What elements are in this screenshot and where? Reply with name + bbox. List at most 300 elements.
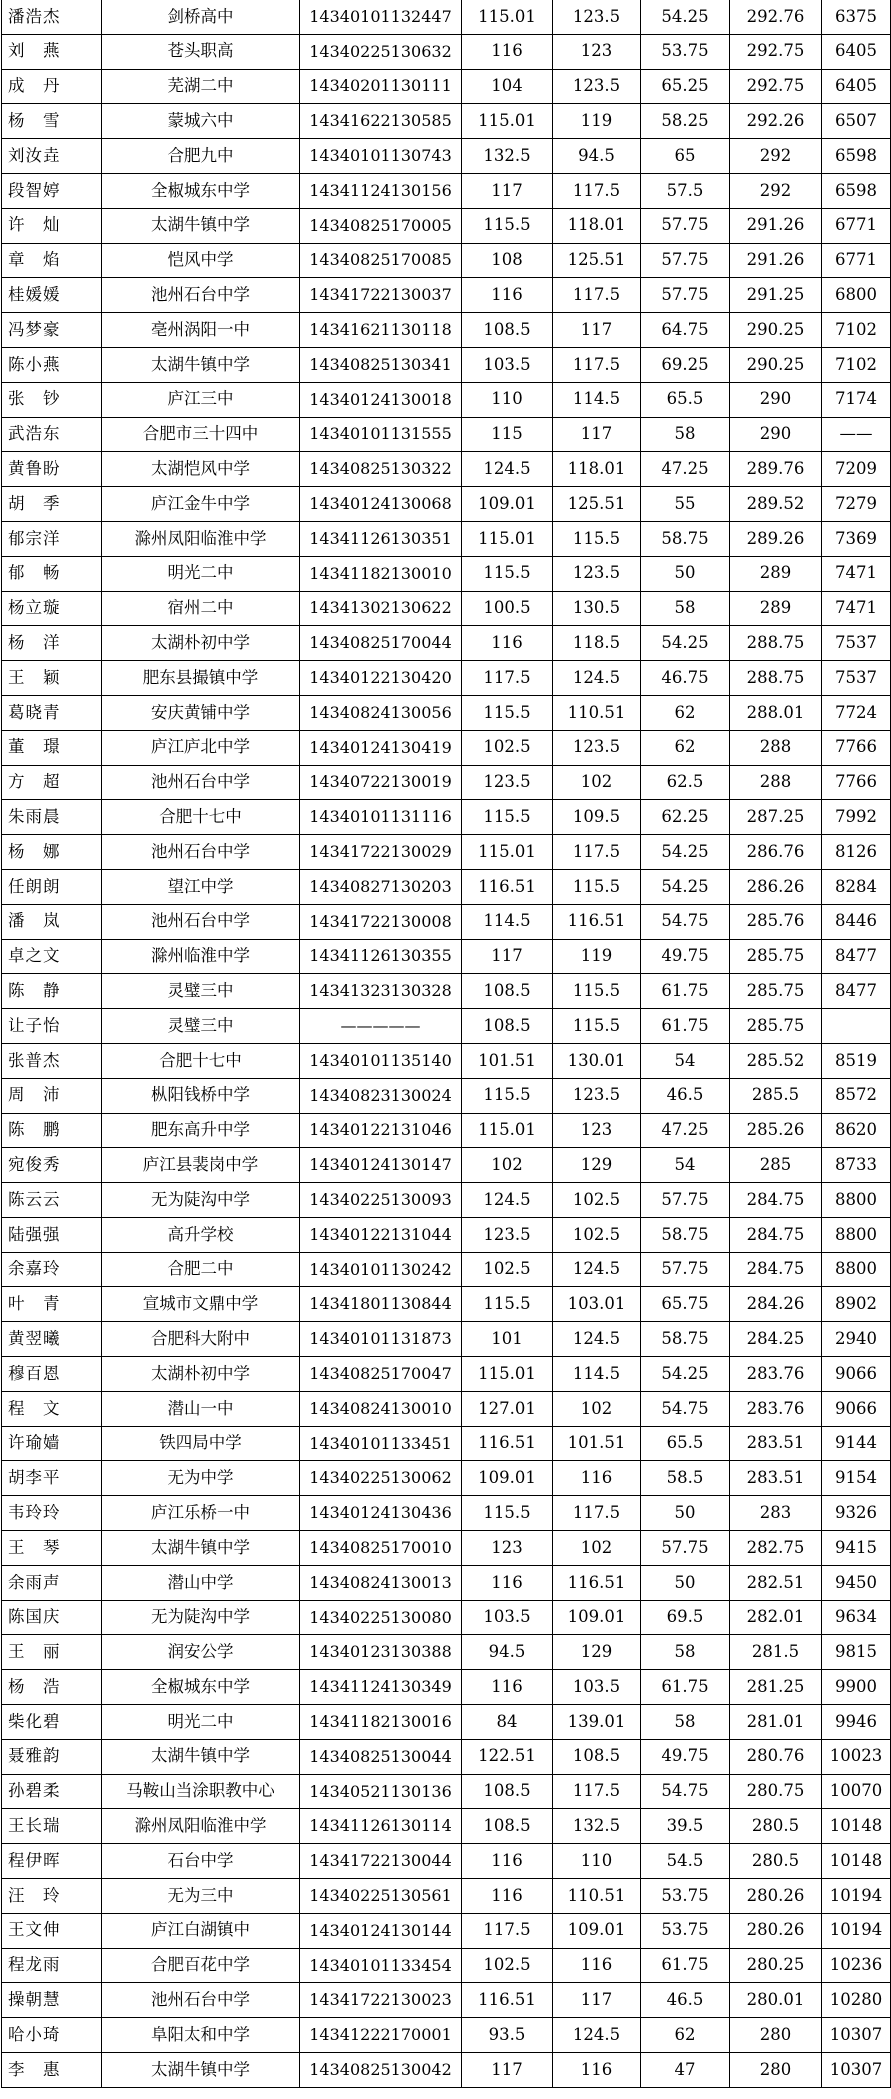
exam-id-cell: 14341124130156 [300,173,462,208]
table-row [2,730,891,765]
rank-cell: 10280 [822,1983,891,2018]
student-name-cell: 叶 青 [2,1287,102,1322]
total-score-cell: 290 [730,382,822,417]
exam-id-cell: 14341182130016 [300,1705,462,1740]
table-row [2,2053,891,2088]
rank-cell: 6598 [822,139,891,174]
score-1-cell: 116 [462,34,553,69]
total-score-cell: 284.25 [730,1322,822,1357]
score-1-cell: 116 [462,626,553,661]
table-row [2,800,891,835]
table-row [2,1148,891,1183]
exam-id-cell: 14341621130118 [300,313,462,348]
school-name-cell: 庐江三中 [102,382,300,417]
score-1-cell: 123.5 [462,765,553,800]
rank-cell: 6405 [822,69,891,104]
score-2-cell: 124.5 [553,1322,641,1357]
score-1-cell: 108.5 [462,1809,553,1844]
student-name-cell: 余嘉玲 [2,1252,102,1287]
score-1-cell: 109.01 [462,1461,553,1496]
total-score-cell: 288.75 [730,661,822,696]
score-3-cell: 65.5 [641,1426,730,1461]
school-name-cell: 池州石台中学 [102,765,300,800]
score-3-cell: 58.75 [641,1322,730,1357]
score-table [1,0,891,2088]
school-name-cell: 宣城市文鼎中学 [102,1287,300,1322]
score-1-cell: 124.5 [462,1183,553,1218]
total-score-cell: 280 [730,2018,822,2053]
exam-id-cell: 14340825170005 [300,208,462,243]
exam-id-cell: 14340124130419 [300,730,462,765]
rank-cell: 7766 [822,730,891,765]
exam-id-cell: 14340225130561 [300,1879,462,1914]
total-score-cell: 287.25 [730,800,822,835]
total-score-cell: 283.51 [730,1461,822,1496]
score-1-cell: 109.01 [462,487,553,522]
student-name-cell: 潘 岚 [2,904,102,939]
school-name-cell: 潜山一中 [102,1391,300,1426]
score-3-cell: 55 [641,487,730,522]
rank-cell: 10023 [822,1739,891,1774]
score-2-cell: 115.5 [553,521,641,556]
rank-cell: 7174 [822,382,891,417]
exam-id-cell: 14340124130018 [300,382,462,417]
score-1-cell: 108 [462,243,553,278]
score-2-cell: 103.5 [553,1670,641,1705]
school-name-cell: 太湖牛镇中学 [102,1739,300,1774]
student-name-cell: 让子怡 [2,1009,102,1044]
school-name-cell: 阜阳太和中学 [102,2018,300,2053]
exam-id-cell: 14341722130023 [300,1983,462,2018]
score-3-cell: 65 [641,139,730,174]
score-2-cell: 116 [553,2053,641,2088]
score-3-cell: 61.75 [641,1670,730,1705]
school-name-cell: 合肥市三十四中 [102,417,300,452]
exam-id-cell: 14340124130147 [300,1148,462,1183]
score-3-cell: 54.75 [641,904,730,939]
score-2-cell: 118.01 [553,208,641,243]
score-2-cell: 102 [553,1391,641,1426]
exam-id-cell: 14340722130019 [300,765,462,800]
rank-cell: 6771 [822,243,891,278]
total-score-cell: 280.26 [730,1913,822,1948]
exam-id-cell: 14341722130029 [300,835,462,870]
rank-cell: 8572 [822,1078,891,1113]
total-score-cell: 292.26 [730,104,822,139]
student-name-cell: 程龙雨 [2,1948,102,1983]
score-2-cell: 101.51 [553,1426,641,1461]
score-2-cell: 139.01 [553,1705,641,1740]
total-score-cell: 285.75 [730,974,822,1009]
table-row [2,2018,891,2053]
rank-cell: 2940 [822,1322,891,1357]
exam-id-cell: 14340824130010 [300,1391,462,1426]
student-name-cell: 操朝慧 [2,1983,102,2018]
table-row [2,1774,891,1809]
exam-id-cell: 14340825170044 [300,626,462,661]
exam-id-cell: 14340824130013 [300,1565,462,1600]
student-name-cell: 杨 洋 [2,626,102,661]
rank-cell: 10194 [822,1879,891,1914]
total-score-cell: 282.01 [730,1600,822,1635]
score-2-cell: 116.51 [553,904,641,939]
student-name-cell: 聂雅韵 [2,1739,102,1774]
score-2-cell: 124.5 [553,661,641,696]
school-name-cell: 高升学校 [102,1217,300,1252]
score-2-cell: 119 [553,939,641,974]
school-name-cell: 合肥科大附中 [102,1322,300,1357]
student-name-cell: 董 璟 [2,730,102,765]
score-2-cell: 117 [553,417,641,452]
score-1-cell: 115.01 [462,104,553,139]
exam-id-cell: 14340825130341 [300,347,462,382]
rank-cell: 7537 [822,626,891,661]
rank-cell: 9900 [822,1670,891,1705]
score-2-cell: 125.51 [553,487,641,522]
score-3-cell: 39.5 [641,1809,730,1844]
score-1-cell: 115.01 [462,521,553,556]
total-score-cell: 290.25 [730,313,822,348]
school-name-cell: 全椒城东中学 [102,173,300,208]
school-name-cell: 合肥百花中学 [102,1948,300,1983]
score-1-cell: 115.5 [462,1496,553,1531]
school-name-cell: 庐江金牛中学 [102,487,300,522]
score-2-cell: 110 [553,1844,641,1879]
student-name-cell: 许瑜嫱 [2,1426,102,1461]
table-row [2,208,891,243]
student-name-cell: 桂媛媛 [2,278,102,313]
total-score-cell: 292 [730,173,822,208]
score-1-cell: 116 [462,1879,553,1914]
score-3-cell: 46.75 [641,661,730,696]
score-2-cell: 124.5 [553,2018,641,2053]
total-score-cell: 288.01 [730,695,822,730]
total-score-cell: 284.26 [730,1287,822,1322]
exam-id-cell: 14340225130080 [300,1600,462,1635]
table-row [2,278,891,313]
exam-id-cell: 14340122131046 [300,1113,462,1148]
score-2-cell: 94.5 [553,139,641,174]
rank-cell: 9450 [822,1565,891,1600]
score-table-body [2,0,891,2087]
total-score-cell: 285 [730,1148,822,1183]
exam-id-cell: 14341323130328 [300,974,462,1009]
exam-id-cell: 14341801130844 [300,1287,462,1322]
total-score-cell: 281.5 [730,1635,822,1670]
rank-cell: 8477 [822,974,891,1009]
table-row [2,1009,891,1044]
student-name-cell: 黄鲁盼 [2,452,102,487]
exam-id-cell: 14340521130136 [300,1774,462,1809]
score-3-cell: 58.75 [641,521,730,556]
school-name-cell: 滁州凤阳临淮中学 [102,521,300,556]
student-name-cell: 成 丹 [2,69,102,104]
rank-cell: 8902 [822,1287,891,1322]
exam-id-cell: 14340122131044 [300,1217,462,1252]
total-score-cell: 281.01 [730,1705,822,1740]
rank-cell: 8800 [822,1252,891,1287]
total-score-cell: 280.01 [730,1983,822,2018]
total-score-cell: 291.26 [730,208,822,243]
table-row [2,1739,891,1774]
score-2-cell: 102.5 [553,1217,641,1252]
student-name-cell: 陈小燕 [2,347,102,382]
student-name-cell: 郁宗洋 [2,521,102,556]
student-name-cell: 李 惠 [2,2053,102,2088]
score-3-cell: 46.5 [641,1983,730,2018]
school-name-cell: 芜湖二中 [102,69,300,104]
score-3-cell: 49.75 [641,1739,730,1774]
student-name-cell: 杨立璇 [2,591,102,626]
student-name-cell: 王长瑞 [2,1809,102,1844]
student-name-cell: 陆强强 [2,1217,102,1252]
school-name-cell: 苍头职高 [102,34,300,69]
exam-id-cell: 14341622130585 [300,104,462,139]
score-2-cell: 123.5 [553,730,641,765]
score-1-cell: 116 [462,1670,553,1705]
rank-cell: 6598 [822,173,891,208]
total-score-cell: 288 [730,730,822,765]
student-name-cell: 陈云云 [2,1183,102,1218]
score-3-cell: 62 [641,730,730,765]
exam-id-cell: 14340225130632 [300,34,462,69]
score-1-cell: 100.5 [462,591,553,626]
school-name-cell: 铁四局中学 [102,1426,300,1461]
student-name-cell: 余雨声 [2,1565,102,1600]
table-row [2,1531,891,1566]
total-score-cell: 291.26 [730,243,822,278]
school-name-cell: 无为三中 [102,1879,300,1914]
total-score-cell: 289.76 [730,452,822,487]
score-2-cell: 123.5 [553,556,641,591]
rank-cell: 10236 [822,1948,891,1983]
exam-id-cell: ————— [300,1009,462,1044]
table-row [2,1461,891,1496]
total-score-cell: 280.25 [730,1948,822,1983]
school-name-cell: 蒙城六中 [102,104,300,139]
score-2-cell: 108.5 [553,1739,641,1774]
student-name-cell: 葛晓青 [2,695,102,730]
score-1-cell: 122.51 [462,1739,553,1774]
student-name-cell: 王 丽 [2,1635,102,1670]
table-row [2,382,891,417]
exam-id-cell: 14341126130355 [300,939,462,974]
score-1-cell: 115.01 [462,835,553,870]
school-name-cell: 润安公学 [102,1635,300,1670]
score-1-cell: 102.5 [462,1948,553,1983]
table-row [2,1217,891,1252]
score-1-cell: 101 [462,1322,553,1357]
total-score-cell: 289.26 [730,521,822,556]
school-name-cell: 宿州二中 [102,591,300,626]
score-3-cell: 54.25 [641,835,730,870]
exam-id-cell: 14340201130111 [300,69,462,104]
table-row [2,1426,891,1461]
school-name-cell: 合肥十七中 [102,800,300,835]
rank-cell: 9415 [822,1531,891,1566]
score-3-cell: 58.25 [641,104,730,139]
school-name-cell: 太湖朴初中学 [102,1357,300,1392]
student-name-cell: 孙碧柔 [2,1774,102,1809]
exam-id-cell: 14341722130044 [300,1844,462,1879]
score-2-cell: 117.5 [553,278,641,313]
rank-cell: 10194 [822,1913,891,1948]
total-score-cell: 284.75 [730,1252,822,1287]
score-3-cell: 58.5 [641,1461,730,1496]
score-3-cell: 62 [641,695,730,730]
student-name-cell: 刘 燕 [2,34,102,69]
total-score-cell: 292.75 [730,34,822,69]
exam-id-cell: 14340225130062 [300,1461,462,1496]
student-name-cell: 许 灿 [2,208,102,243]
school-name-cell: 石台中学 [102,1844,300,1879]
table-row [2,1183,891,1218]
score-2-cell: 117.5 [553,1774,641,1809]
score-1-cell: 117 [462,173,553,208]
rank-cell: 10070 [822,1774,891,1809]
exam-id-cell: 14340101133454 [300,1948,462,1983]
score-2-cell: 103.01 [553,1287,641,1322]
score-2-cell: 118.01 [553,452,641,487]
student-name-cell: 朱雨晨 [2,800,102,835]
rank-cell: 7724 [822,695,891,730]
rank-cell: 10307 [822,2018,891,2053]
exam-id-cell: 14340825170047 [300,1357,462,1392]
score-1-cell: 127.01 [462,1391,553,1426]
table-row [2,1322,891,1357]
table-row [2,34,891,69]
school-name-cell: 庐江县裴岗中学 [102,1148,300,1183]
school-name-cell: 太湖牛镇中学 [102,208,300,243]
table-row [2,1600,891,1635]
score-2-cell: 129 [553,1148,641,1183]
school-name-cell: 明光二中 [102,556,300,591]
total-score-cell: 280.5 [730,1809,822,1844]
score-3-cell: 54.5 [641,1844,730,1879]
rank-cell: 7992 [822,800,891,835]
score-3-cell: 57.75 [641,243,730,278]
score-2-cell: 116 [553,1461,641,1496]
school-name-cell: 肥东高升中学 [102,1113,300,1148]
school-name-cell: 全椒城东中学 [102,1670,300,1705]
exam-id-cell: 14341182130010 [300,556,462,591]
score-1-cell: 103.5 [462,1600,553,1635]
score-1-cell: 115.01 [462,1357,553,1392]
total-score-cell: 285.26 [730,1113,822,1148]
total-score-cell: 290 [730,417,822,452]
score-3-cell: 65.75 [641,1287,730,1322]
score-1-cell: 115.5 [462,1287,553,1322]
score-3-cell: 54 [641,1043,730,1078]
score-1-cell: 110 [462,382,553,417]
score-3-cell: 57.75 [641,1252,730,1287]
student-name-cell: 哈小琦 [2,2018,102,2053]
total-score-cell: 283.51 [730,1426,822,1461]
total-score-cell: 280.26 [730,1879,822,1914]
rank-cell: 7209 [822,452,891,487]
total-score-cell: 284.75 [730,1217,822,1252]
score-1-cell: 117 [462,2053,553,2088]
school-name-cell: 太湖朴初中学 [102,626,300,661]
exam-id-cell: 14340825170085 [300,243,462,278]
student-name-cell: 柴化碧 [2,1705,102,1740]
student-name-cell: 武浩东 [2,417,102,452]
score-3-cell: 54.25 [641,869,730,904]
score-3-cell: 47.25 [641,452,730,487]
score-1-cell: 132.5 [462,139,553,174]
student-name-cell: 王 颖 [2,661,102,696]
table-row [2,1635,891,1670]
score-2-cell: 115.5 [553,869,641,904]
table-row [2,556,891,591]
rank-cell: 6405 [822,34,891,69]
score-1-cell: 116.51 [462,869,553,904]
score-2-cell: 102 [553,765,641,800]
score-2-cell: 118.5 [553,626,641,661]
school-name-cell: 无为陡沟中学 [102,1600,300,1635]
rank-cell: 7471 [822,556,891,591]
score-2-cell: 109.01 [553,1600,641,1635]
score-2-cell: 125.51 [553,243,641,278]
total-score-cell: 285.76 [730,904,822,939]
table-row [2,0,891,34]
score-3-cell: 57.75 [641,208,730,243]
total-score-cell: 292.75 [730,69,822,104]
total-score-cell: 289.52 [730,487,822,522]
score-3-cell: 47.25 [641,1113,730,1148]
school-name-cell: 潜山中学 [102,1565,300,1600]
student-name-cell: 程 文 [2,1391,102,1426]
student-name-cell: 杨 浩 [2,1670,102,1705]
score-2-cell: 129 [553,1635,641,1670]
score-2-cell: 102 [553,1531,641,1566]
rank-cell: 7537 [822,661,891,696]
score-3-cell: 49.75 [641,939,730,974]
score-3-cell: 69.5 [641,1600,730,1635]
score-3-cell: 62.25 [641,800,730,835]
total-score-cell: 284.75 [730,1183,822,1218]
exam-id-cell: 14341722130037 [300,278,462,313]
score-3-cell: 62.5 [641,765,730,800]
rank-cell: 10307 [822,2053,891,2088]
rank-cell: 6771 [822,208,891,243]
score-1-cell: 115.01 [462,1113,553,1148]
total-score-cell: 280.75 [730,1774,822,1809]
student-name-cell: 杨 雪 [2,104,102,139]
total-score-cell: 285.5 [730,1078,822,1113]
school-name-cell: 肥东县撮镇中学 [102,661,300,696]
table-row [2,1391,891,1426]
score-3-cell: 57.5 [641,173,730,208]
score-3-cell: 57.75 [641,278,730,313]
score-2-cell: 117 [553,1983,641,2018]
total-score-cell: 286.76 [730,835,822,870]
student-name-cell: 章 焰 [2,243,102,278]
school-name-cell: 灵璧三中 [102,1009,300,1044]
score-3-cell: 50 [641,556,730,591]
school-name-cell: 合肥十七中 [102,1043,300,1078]
table-row [2,939,891,974]
table-row [2,521,891,556]
table-row [2,487,891,522]
exam-id-cell: 14340825170010 [300,1531,462,1566]
score-3-cell: 54.75 [641,1774,730,1809]
total-score-cell: 292 [730,139,822,174]
table-row [2,1948,891,1983]
total-score-cell: 288.75 [730,626,822,661]
exam-id-cell: 14341222170001 [300,2018,462,2053]
score-2-cell: 123.5 [553,1078,641,1113]
